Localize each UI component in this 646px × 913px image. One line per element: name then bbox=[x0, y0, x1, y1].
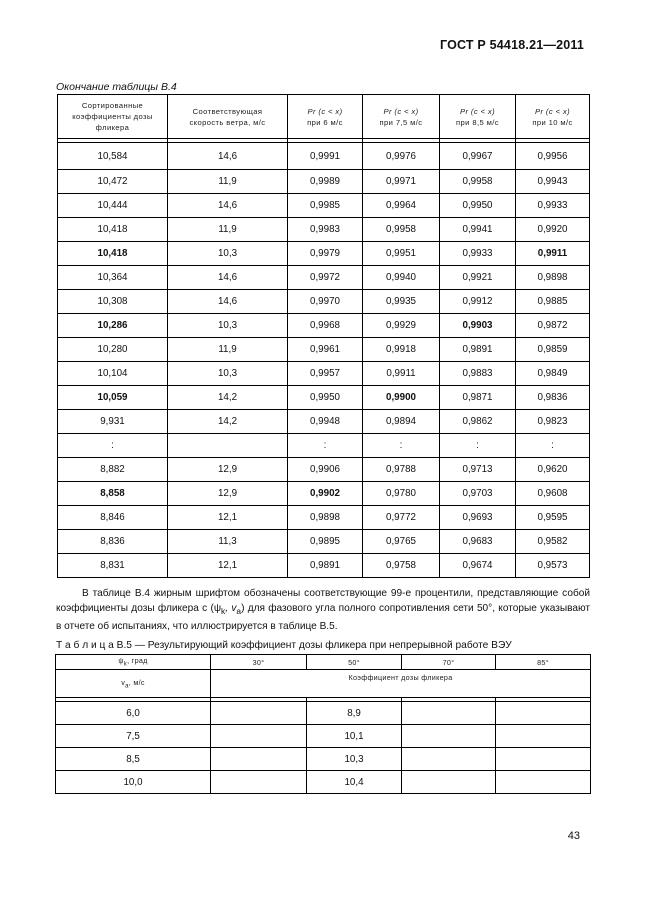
table-b4-caption: Окончание таблицы В.4 bbox=[56, 81, 177, 93]
table-row bbox=[56, 771, 591, 794]
table-cell: 10,4 bbox=[307, 771, 402, 794]
table-cell bbox=[496, 771, 591, 794]
table-cell: 8,882 bbox=[58, 458, 168, 482]
table-cell: 0,9989 bbox=[288, 170, 363, 194]
table-cell: 0,9957 bbox=[288, 362, 363, 386]
table-cell: 0,9941 bbox=[440, 218, 516, 242]
table-cell: 10,1 bbox=[307, 725, 402, 748]
table-cell: 0,9898 bbox=[516, 266, 590, 290]
table-cell bbox=[496, 702, 591, 725]
table-cell: 0,9859 bbox=[516, 338, 590, 362]
table-cell: 10,3 bbox=[168, 362, 288, 386]
table-cell: 0,9968 bbox=[288, 314, 363, 338]
angle-30: 30° bbox=[211, 655, 307, 670]
table-cell: 0,9970 bbox=[288, 290, 363, 314]
table-cell: 10,286 bbox=[58, 314, 168, 338]
angle-70: 70° bbox=[402, 655, 496, 670]
table-cell: 10,3 bbox=[168, 314, 288, 338]
table-cell: 10,3 bbox=[307, 748, 402, 771]
table-cell: 0,9862 bbox=[440, 410, 516, 434]
table-cell bbox=[211, 748, 307, 771]
table-cell: 8,5 bbox=[56, 748, 211, 771]
table-cell: 11,9 bbox=[168, 218, 288, 242]
table-cell: 0,9595 bbox=[516, 506, 590, 530]
table-cell: 0,9961 bbox=[288, 338, 363, 362]
table-row bbox=[58, 338, 590, 362]
page-number: 43 bbox=[567, 830, 580, 842]
table-cell: : bbox=[440, 434, 516, 458]
table-cell: 0,9935 bbox=[363, 290, 440, 314]
table-cell bbox=[402, 725, 496, 748]
header-pr-6: Pr (c < x) при 6 м/с bbox=[288, 95, 363, 139]
table-b4 bbox=[57, 94, 590, 578]
table-cell: 0,9911 bbox=[516, 242, 590, 266]
table-cell: 0,9582 bbox=[516, 530, 590, 554]
table-cell: 12,1 bbox=[168, 506, 288, 530]
table-cell: 0,9683 bbox=[440, 530, 516, 554]
table-cell: : bbox=[288, 434, 363, 458]
table-row bbox=[58, 314, 590, 338]
table-cell: 0,9983 bbox=[288, 218, 363, 242]
table-cell: 0,9891 bbox=[288, 554, 363, 578]
table-row bbox=[58, 170, 590, 194]
table-cell: 0,9950 bbox=[440, 194, 516, 218]
table-row bbox=[58, 554, 590, 578]
table-cell: 0,9900 bbox=[363, 386, 440, 410]
table-cell: 10,3 bbox=[168, 242, 288, 266]
table-cell: 0,9991 bbox=[288, 143, 363, 170]
header-pr-7-5: Pr (c < x) при 7,5 м/с bbox=[363, 95, 440, 139]
table-row bbox=[58, 458, 590, 482]
table-cell: 0,9951 bbox=[363, 242, 440, 266]
table-row bbox=[56, 702, 591, 725]
table-cell: 14,6 bbox=[168, 290, 288, 314]
psi-label: $\psi_k$, град bbox=[56, 655, 211, 670]
table-cell: 0,9903 bbox=[440, 314, 516, 338]
table-cell: 8,9 bbox=[307, 702, 402, 725]
table-cell bbox=[402, 748, 496, 771]
table-cell bbox=[168, 434, 288, 458]
table-cell: 0,9772 bbox=[363, 506, 440, 530]
table-row bbox=[58, 290, 590, 314]
table-cell: 0,9693 bbox=[440, 506, 516, 530]
table-row bbox=[58, 530, 590, 554]
table-b5-subheader-row bbox=[56, 670, 591, 698]
table-cell: 8,846 bbox=[58, 506, 168, 530]
table-cell: 10,418 bbox=[58, 242, 168, 266]
table-cell: 0,9573 bbox=[516, 554, 590, 578]
table-row bbox=[58, 194, 590, 218]
table-row bbox=[56, 748, 591, 771]
table-cell: 10,0 bbox=[56, 771, 211, 794]
table-cell: 7,5 bbox=[56, 725, 211, 748]
table-cell: 12,1 bbox=[168, 554, 288, 578]
table-cell: 10,472 bbox=[58, 170, 168, 194]
table-cell: 0,9948 bbox=[288, 410, 363, 434]
table-cell bbox=[211, 725, 307, 748]
table-row bbox=[58, 482, 590, 506]
table-cell: 0,9823 bbox=[516, 410, 590, 434]
table-cell: 10,308 bbox=[58, 290, 168, 314]
table-cell: 0,9985 bbox=[288, 194, 363, 218]
table-cell: 0,9674 bbox=[440, 554, 516, 578]
table-cell: 0,9780 bbox=[363, 482, 440, 506]
table-cell: 14,2 bbox=[168, 386, 288, 410]
table-b5-angle-row bbox=[56, 655, 591, 670]
table-cell: 10,584 bbox=[58, 143, 168, 170]
table-cell: 14,6 bbox=[168, 143, 288, 170]
table-b5-caption: Т а б л и ц а В.5 — Результирующий коэффициент дозы фликера при непрерывной работе ВЭУ bbox=[56, 640, 512, 651]
table-cell: 0,9964 bbox=[363, 194, 440, 218]
table-cell bbox=[402, 702, 496, 725]
table-cell: : bbox=[516, 434, 590, 458]
table-cell: 0,9971 bbox=[363, 170, 440, 194]
table-cell: 0,9972 bbox=[288, 266, 363, 290]
table-cell: 0,9956 bbox=[516, 143, 590, 170]
table-cell: 0,9885 bbox=[516, 290, 590, 314]
table-row bbox=[58, 410, 590, 434]
table-cell: 8,858 bbox=[58, 482, 168, 506]
table-cell: 0,9943 bbox=[516, 170, 590, 194]
header-pr-10: Pr (c < x) при 10 м/с bbox=[516, 95, 590, 139]
table-cell: 0,9921 bbox=[440, 266, 516, 290]
table-cell: 0,9872 bbox=[516, 314, 590, 338]
header-wind-speed: Соответствующая скорость ветра, м/с bbox=[168, 95, 288, 139]
table-cell: 14,2 bbox=[168, 410, 288, 434]
table-cell: 0,9933 bbox=[516, 194, 590, 218]
table-cell: : bbox=[363, 434, 440, 458]
table-cell: 14,6 bbox=[168, 194, 288, 218]
table-cell: : bbox=[58, 434, 168, 458]
table-cell bbox=[496, 725, 591, 748]
table-cell: 12,9 bbox=[168, 458, 288, 482]
table-cell: 0,9758 bbox=[363, 554, 440, 578]
table-cell: 0,9871 bbox=[440, 386, 516, 410]
table-cell: 0,9918 bbox=[363, 338, 440, 362]
table-cell: 0,9895 bbox=[288, 530, 363, 554]
table-b4-header-row bbox=[58, 95, 590, 139]
table-cell: 0,9976 bbox=[363, 143, 440, 170]
table-cell: 11,9 bbox=[168, 338, 288, 362]
table-b5 bbox=[55, 654, 591, 794]
table-cell: 0,9620 bbox=[516, 458, 590, 482]
table-cell: 10,418 bbox=[58, 218, 168, 242]
table-row bbox=[58, 242, 590, 266]
table-cell: 0,9894 bbox=[363, 410, 440, 434]
table-row bbox=[58, 434, 590, 458]
table-cell: 10,280 bbox=[58, 338, 168, 362]
table-cell: 12,9 bbox=[168, 482, 288, 506]
table-cell: 0,9958 bbox=[440, 170, 516, 194]
table-cell: 0,9765 bbox=[363, 530, 440, 554]
explanation-paragraph: В таблице В.4 жирным шрифтом обозначены соответствующие 99-е процентили, представляющие собой коэффициенты дозы фликера с ($\psi_k$, $v_a$) для фазового угла полного сопротивления сети 50°, которые указывают в отчете об испытаниях, что иллюстрируется в таблице В.5. bbox=[56, 588, 591, 633]
table-cell: 10,444 bbox=[58, 194, 168, 218]
table-cell: 0,9906 bbox=[288, 458, 363, 482]
v-label: $v_a$, м/с bbox=[56, 670, 211, 698]
table-cell: 0,9911 bbox=[363, 362, 440, 386]
table-cell: 0,9898 bbox=[288, 506, 363, 530]
table-cell: 0,9891 bbox=[440, 338, 516, 362]
table-cell: 0,9713 bbox=[440, 458, 516, 482]
table-cell: 0,9933 bbox=[440, 242, 516, 266]
table-cell: 14,6 bbox=[168, 266, 288, 290]
table-cell: 0,9883 bbox=[440, 362, 516, 386]
table-cell: 0,9929 bbox=[363, 314, 440, 338]
table-cell: 11,9 bbox=[168, 170, 288, 194]
table-cell: 10,104 bbox=[58, 362, 168, 386]
table-cell: 10,364 bbox=[58, 266, 168, 290]
table-cell bbox=[211, 702, 307, 725]
table-cell: 0,9703 bbox=[440, 482, 516, 506]
table-row bbox=[58, 266, 590, 290]
table-row bbox=[58, 386, 590, 410]
table-cell: 9,931 bbox=[58, 410, 168, 434]
table-cell: 0,9902 bbox=[288, 482, 363, 506]
table-cell bbox=[211, 771, 307, 794]
table-cell: 0,9912 bbox=[440, 290, 516, 314]
table-cell: 0,9979 bbox=[288, 242, 363, 266]
header-pr-8-5: Pr (c < x) при 8,5 м/с bbox=[440, 95, 516, 139]
table-cell: 8,836 bbox=[58, 530, 168, 554]
table-cell: 0,9950 bbox=[288, 386, 363, 410]
table-cell: 0,9920 bbox=[516, 218, 590, 242]
table-row bbox=[58, 362, 590, 386]
header-sorted-coef: Сортированные коэффициенты дозы фликера bbox=[58, 95, 168, 139]
document-code: ГОСТ Р 54418.21—2011 bbox=[439, 38, 584, 52]
table-cell: 11,3 bbox=[168, 530, 288, 554]
table-cell: 0,9836 bbox=[516, 386, 590, 410]
angle-50: 50° bbox=[307, 655, 402, 670]
table-cell bbox=[402, 771, 496, 794]
table-row bbox=[58, 143, 590, 170]
table-cell: 10,059 bbox=[58, 386, 168, 410]
table-cell: 0,9608 bbox=[516, 482, 590, 506]
table-cell: 0,9967 bbox=[440, 143, 516, 170]
table-row bbox=[58, 506, 590, 530]
angle-85: 85° bbox=[496, 655, 591, 670]
table-row bbox=[58, 218, 590, 242]
table-cell bbox=[496, 748, 591, 771]
table-cell: 8,831 bbox=[58, 554, 168, 578]
table-cell: 0,9940 bbox=[363, 266, 440, 290]
table-cell: 6,0 bbox=[56, 702, 211, 725]
table-cell: 0,9788 bbox=[363, 458, 440, 482]
coef-label: Коэффициент дозы фликера bbox=[211, 670, 591, 698]
table-cell: 0,9958 bbox=[363, 218, 440, 242]
table-row bbox=[56, 725, 591, 748]
table-cell: 0,9849 bbox=[516, 362, 590, 386]
